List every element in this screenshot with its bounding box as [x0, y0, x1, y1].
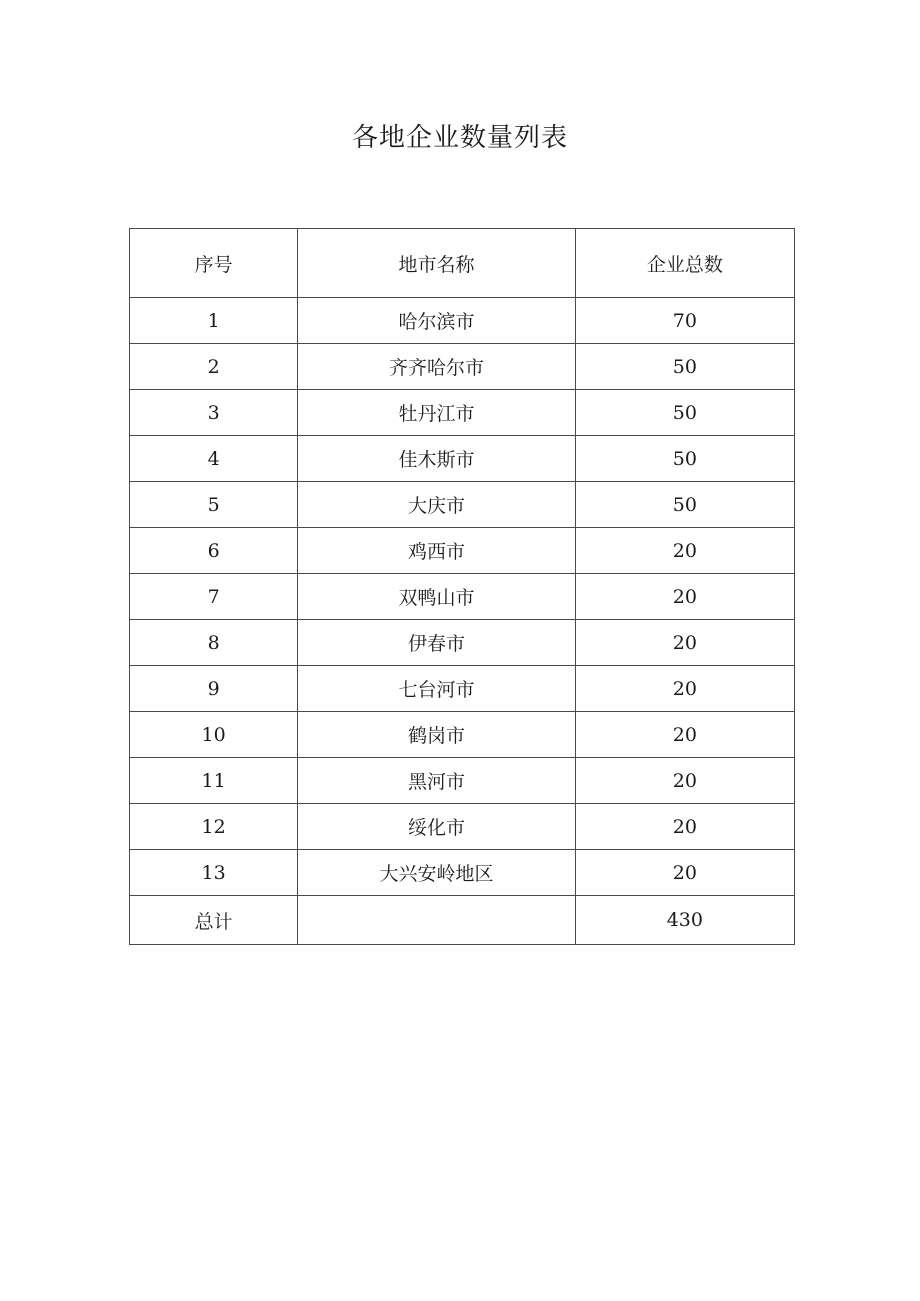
cell-city-name: 黑河市	[298, 758, 575, 804]
table-row	[130, 574, 795, 620]
table-row	[130, 528, 795, 574]
cell-company-count: 20	[575, 712, 794, 758]
cell-company-count: 20	[575, 804, 794, 850]
cell-city-name: 绥化市	[298, 804, 575, 850]
cell-city-name: 伊春市	[298, 620, 575, 666]
cell-serial-number: 13	[130, 850, 298, 896]
cell-city-name: 牡丹江市	[298, 390, 575, 436]
table-row	[130, 482, 795, 528]
cell-serial-number: 4	[130, 436, 298, 482]
cell-city-name: 齐齐哈尔市	[298, 344, 575, 390]
cell-serial-number: 5	[130, 482, 298, 528]
cell-serial-number: 8	[130, 620, 298, 666]
cell-serial-number: 6	[130, 528, 298, 574]
cell-company-count: 50	[575, 390, 794, 436]
cell-serial-number: 1	[130, 298, 298, 344]
cell-company-count: 20	[575, 850, 794, 896]
table-row	[130, 712, 795, 758]
table-row	[130, 344, 795, 390]
table-row	[130, 850, 795, 896]
cell-city-name: 哈尔滨市	[298, 298, 575, 344]
cell-city-name: 大庆市	[298, 482, 575, 528]
cell-serial-number: 11	[130, 758, 298, 804]
cell-serial-number: 7	[130, 574, 298, 620]
total-city-cell	[298, 896, 575, 945]
header-serial-number: 序号	[130, 229, 298, 298]
cell-serial-number: 2	[130, 344, 298, 390]
company-count-table	[129, 228, 795, 945]
cell-serial-number: 9	[130, 666, 298, 712]
cell-city-name: 双鸭山市	[298, 574, 575, 620]
table-row	[130, 390, 795, 436]
table-row	[130, 758, 795, 804]
cell-company-count: 50	[575, 344, 794, 390]
total-company-count: 430	[575, 896, 794, 945]
table-header-row	[130, 229, 795, 298]
table-row	[130, 666, 795, 712]
cell-company-count: 20	[575, 758, 794, 804]
header-city-name: 地市名称	[298, 229, 575, 298]
cell-company-count: 20	[575, 574, 794, 620]
table-row	[130, 298, 795, 344]
cell-city-name: 鸡西市	[298, 528, 575, 574]
table-row	[130, 620, 795, 666]
cell-company-count: 20	[575, 620, 794, 666]
cell-serial-number: 10	[130, 712, 298, 758]
table-total-row	[130, 896, 795, 945]
cell-company-count: 50	[575, 482, 794, 528]
table-row	[130, 804, 795, 850]
total-label: 总计	[130, 896, 298, 945]
cell-company-count: 20	[575, 528, 794, 574]
cell-company-count: 50	[575, 436, 794, 482]
header-company-total: 企业总数	[575, 229, 794, 298]
cell-serial-number: 3	[130, 390, 298, 436]
cell-city-name: 鹤岗市	[298, 712, 575, 758]
cell-city-name: 佳木斯市	[298, 436, 575, 482]
cell-company-count: 20	[575, 666, 794, 712]
cell-serial-number: 12	[130, 804, 298, 850]
table-row	[130, 436, 795, 482]
cell-company-count: 70	[575, 298, 794, 344]
cell-city-name: 七台河市	[298, 666, 575, 712]
page-title: 各地企业数量列表	[351, 123, 568, 153]
cell-city-name: 大兴安岭地区	[298, 850, 575, 896]
